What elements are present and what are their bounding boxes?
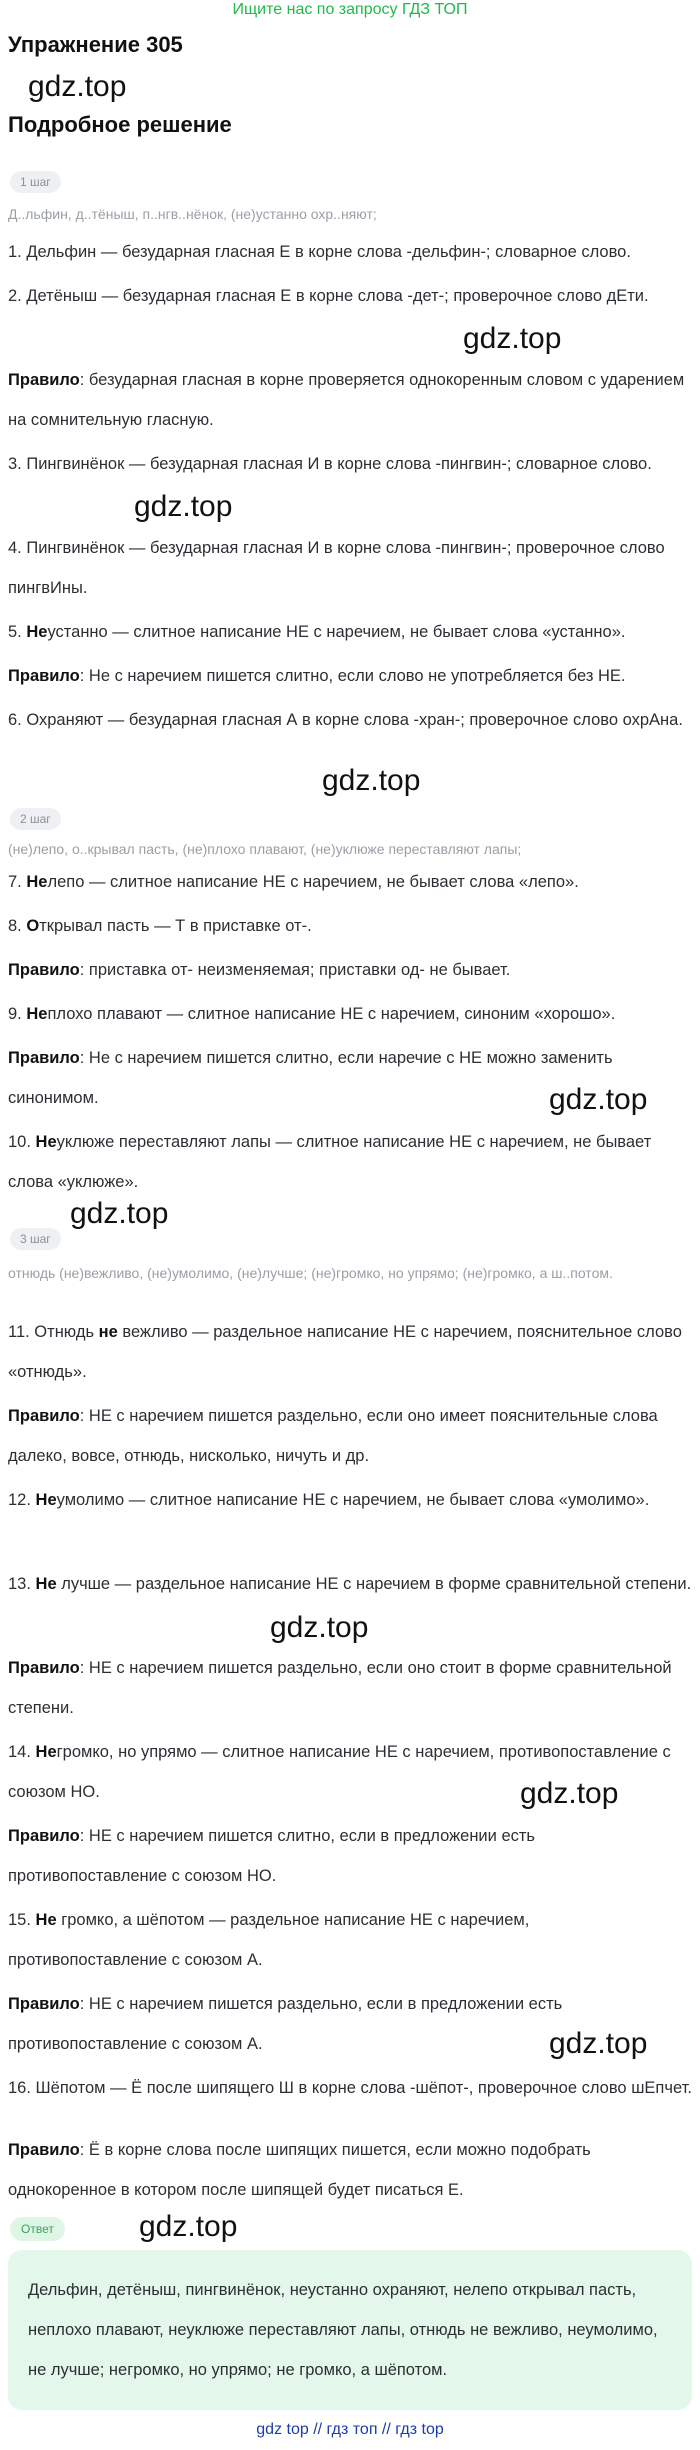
footer-links[interactable]: gdz top // гдз топ // гдз top: [256, 2421, 444, 2438]
solution-line: 4. Пингвинёнок — безударная гласная И в корне слова -пингвин-; проверочное слово пингвИны.: [8, 539, 665, 597]
watermark: gdz.top: [70, 1197, 169, 1230]
watermark: gdz.top: [549, 2027, 648, 2060]
rule-line: Правило: Не с наречием пишется слитно, если слово не употребляется без НЕ.: [8, 667, 626, 685]
watermark: gdz.top: [270, 1611, 369, 1644]
solution-line: 14. Негромко, но упрямо — слитное написание НЕ с наречием, противопоставление с союзом НО.: [8, 1743, 671, 1801]
solution-line: 13. Не лучше — раздельное написание НЕ с наречием в форме сравнительной степени.: [8, 1575, 692, 1593]
search-banner-link[interactable]: Ищите нас по запросу ГДЗ ТОП: [232, 1, 468, 18]
solution-line: 11. Отнюдь не вежливо — раздельное написание НЕ с наречием, пояснительное слово «отнюдь».: [8, 1323, 682, 1381]
rule-line: Правило: НЕ с наречием пишется слитно, если в предложении есть противопоставление с союзом НО.: [8, 1827, 536, 1885]
solution-line: 7. Нелепо — слитное написание НЕ с наречием, не бывает слова «лепо».: [8, 873, 579, 891]
solution-line: 15. Не громко, а шёпотом — раздельное написание НЕ с наречием, противопоставление с союзом А.: [8, 1911, 530, 1969]
solution-line: 9. Неплохо плавают — слитное написание НЕ с наречием, синоним «хорошо».: [8, 1005, 616, 1023]
step-badge: 1 шаг: [10, 171, 61, 193]
solution-line: 3. Пингвинёнок — безударная гласная И в корне слова -пингвин-; словарное слово.: [8, 455, 652, 473]
task-text: (не)лепо, о..крывал пасть, (не)плохо плавают, (не)уклюже переставляют лапы;: [8, 841, 522, 857]
rule-line: Правило: Не с наречием пишется слитно, если наречие с НЕ можно заменить синонимом.: [8, 1049, 613, 1107]
task-text: отнюдь (не)вежливо, (не)умолимо, (не)лучше; (не)громко, но упрямо; (не)громко, а ш..потом.: [8, 1265, 613, 1281]
watermark: gdz.top: [134, 490, 233, 523]
section-title: Подробное решение: [8, 112, 232, 137]
rule-line: Правило: НЕ с наречием пишется раздельно, если оно стоит в форме сравнительной степени.: [8, 1659, 672, 1717]
watermark: gdz.top: [520, 1777, 619, 1810]
solution-line: 12. Неумолимо — слитное написание НЕ с наречием, не бывает слова «умолимо».: [8, 1491, 650, 1509]
watermark: gdz.top: [322, 764, 421, 797]
page-title: Упражнение 305: [8, 32, 183, 57]
solution-line: 16. Шёпотом — Ё после шипящего Ш в корне слова -шёпот-, проверочное слово шЕпчет.: [8, 2079, 692, 2097]
rule-line: Правило: НЕ с наречием пишется раздельно, если в предложении есть противопоставление с союзом А.: [8, 1995, 563, 2053]
rule-line: Правило: безударная гласная в корне проверяется однокоренным словом с ударением на сомнительную гласную.: [8, 371, 685, 429]
solution-line: 1. Дельфин — безударная гласная Е в корне слова -дельфин-; словарное слово.: [8, 243, 631, 261]
watermark: gdz.top: [549, 1083, 648, 1116]
watermark: gdz.top: [139, 2210, 238, 2243]
rule-line: Правило: приставка от- неизменяемая; приставки од- не бывает.: [8, 961, 511, 979]
step-badge: 3 шаг: [10, 1228, 61, 1250]
answer-badge: Ответ: [10, 2217, 65, 2241]
solution-line: 5. Неустанно — слитное написание НЕ с наречием, не бывает слова «устанно».: [8, 623, 626, 641]
watermark: gdz.top: [463, 322, 562, 355]
rule-line: Правило: Ё в корне слова после шипящих пишется, если можно подобрать однокоренное в котором после шипящей будет писаться Е.: [8, 2141, 591, 2199]
solution-line: 6. Охраняют — безударная гласная А в корне слова -хран-; проверочное слово охрАна.: [8, 711, 683, 729]
answer-text: Дельфин, детёныш, пингвинёнок, неустанно охраняют, нелепо открывал пасть, неплохо плавают, неуклюже переставляют лапы, отнюдь не вежливо, неумолимо, не лучше; негромко, но упрямо; не громко, а шёпотом.: [28, 2281, 658, 2379]
solution-line: 2. Детёныш — безударная гласная Е в корне слова -дет-; проверочное слово дЕти.: [8, 287, 649, 305]
step-badge: 2 шаг: [10, 808, 61, 830]
watermark: gdz.top: [28, 70, 127, 103]
rule-line: Правило: НЕ с наречием пишется раздельно, если оно имеет пояснительные слова далеко, вовсе, отнюдь, нисколько, ничуть и др.: [8, 1407, 658, 1465]
task-text: Д..льфин, д..тёныш, п..нгв..нёнок, (не)устанно охр..няют;: [8, 206, 377, 222]
answer-box: [8, 2250, 692, 2410]
solution-line: 8. Открывал пасть — Т в приставке от-.: [8, 917, 312, 935]
solution-line: 10. Неуклюже переставляют лапы — слитное написание НЕ с наречием, не бывает слова «уклюже».: [8, 1133, 652, 1191]
